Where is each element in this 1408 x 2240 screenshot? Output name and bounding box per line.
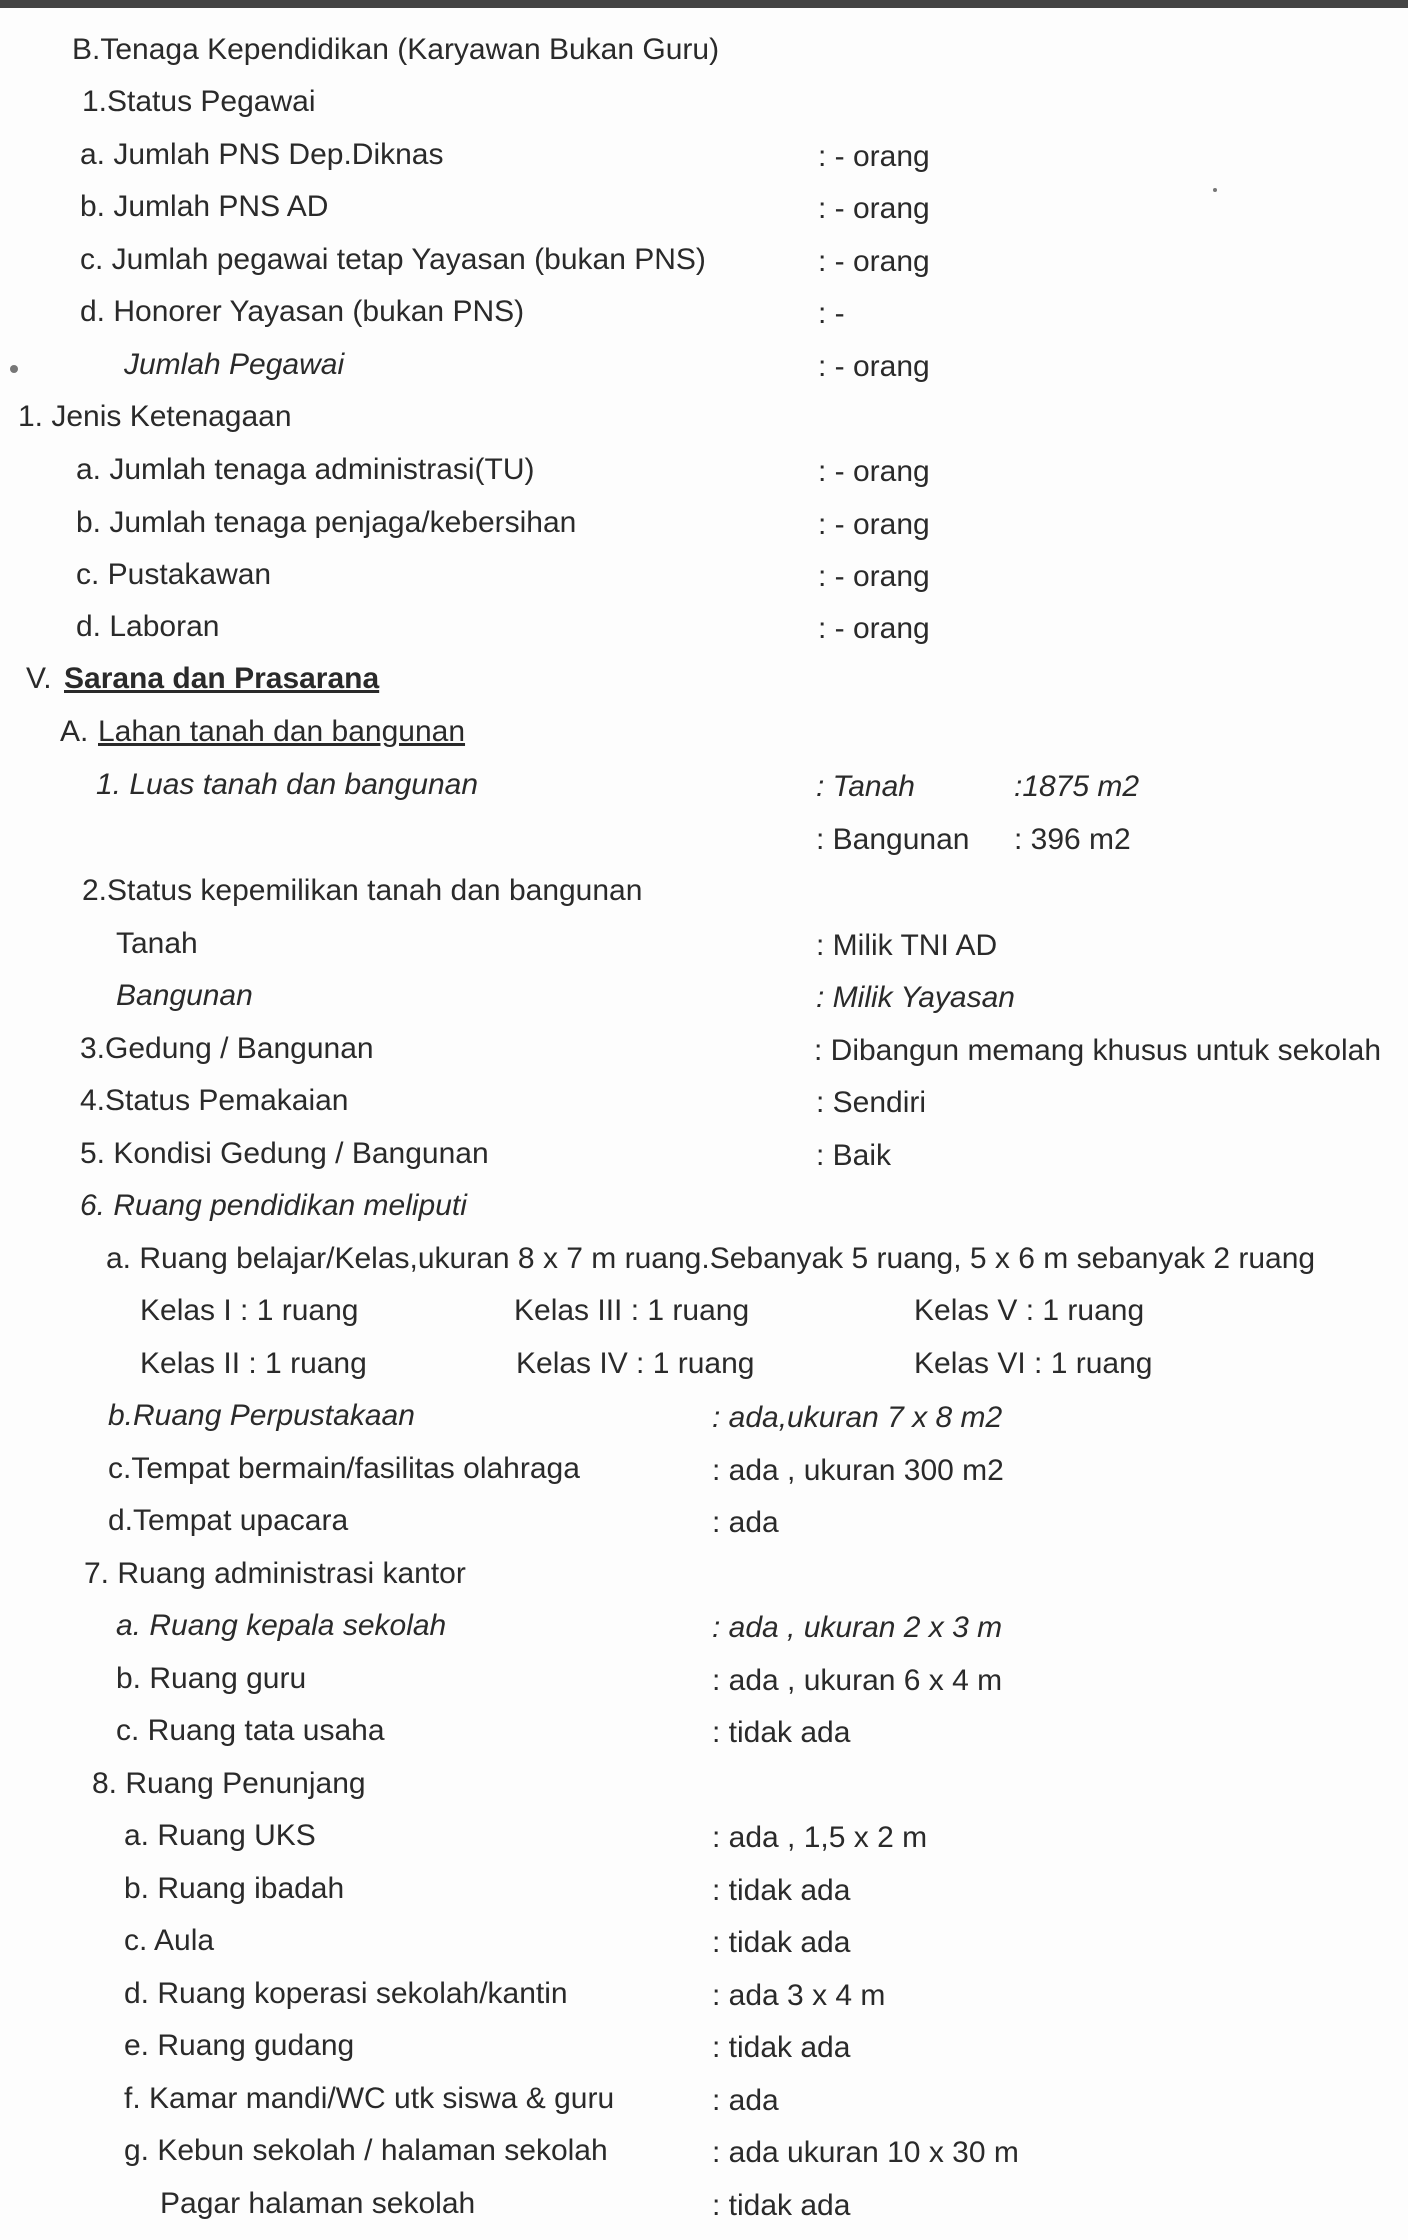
status-row-value: : - orang [818, 245, 930, 278]
penunjang-row-value: : tidak ada [712, 1874, 851, 1907]
kepemilikan-row-label: Tanah [116, 927, 198, 960]
kelas-item: Kelas I : 1 ruang [140, 1294, 359, 1327]
gedung-label: 3.Gedung / Bangunan [80, 1032, 374, 1065]
status-row-label: d. Honorer Yayasan (bukan PNS) [80, 295, 525, 328]
status-row-label: a. Jumlah PNS Dep.Diknas [80, 138, 444, 171]
section-b-title: B.Tenaga Kependidikan (Karyawan Bukan Guru) [72, 33, 720, 66]
administrasi-row-label: b. Ruang guru [116, 1662, 307, 1695]
kelas-line: a. Ruang belajar/Kelas,ukuran 8 x 7 m ruang.Sebanyak 5 ruang, 5 x 6 m sebanyak 2 ruang [106, 1242, 1316, 1275]
status-row-value: : - [818, 297, 845, 330]
penunjang-row-value: : tidak ada [712, 1926, 851, 1959]
pendidikan-row-value: : ada [712, 1506, 779, 1539]
pemakaian-value: : Sendiri [816, 1086, 927, 1119]
bangunan-value: : 396 m2 [1014, 823, 1131, 856]
bangunan-label: : Bangunan [816, 823, 970, 856]
ketenagaan-row-label: c. Pustakawan [76, 558, 272, 591]
subsection-a-title: Lahan tanah dan bangunan [98, 715, 466, 748]
kepemilikan-row-value: : Milik TNI AD [816, 929, 998, 962]
pendidikan-row-label: c.Tempat bermain/fasilitas olahraga [108, 1452, 580, 1485]
kepemilikan-row-label: Bangunan [116, 979, 253, 1012]
kelas-item: Kelas III : 1 ruang [514, 1294, 750, 1327]
section-v-number: V. [26, 662, 52, 695]
ketenagaan-row-value: : - orang [818, 612, 930, 645]
kepemilikan-row-value: : Milik Yayasan [816, 981, 1015, 1014]
jumlah-pegawai-value: : - orang [818, 350, 930, 383]
penunjang-row-label: a. Ruang UKS [124, 1819, 316, 1852]
pemakaian-label: 4.Status Pemakaian [80, 1084, 349, 1117]
status-pegawai-heading: 1.Status Pegawai [82, 85, 316, 118]
penunjang-row-label: c. Aula [124, 1924, 215, 1957]
pendidikan-row-value: : ada , ukuran 300 m2 [712, 1454, 1004, 1487]
status-row-label: c. Jumlah pegawai tetap Yayasan (bukan PNS) [80, 243, 706, 276]
pendidikan-row-label: d.Tempat upacara [108, 1504, 349, 1537]
scan-top-border [0, 0, 1408, 8]
pendidikan-row-value: : ada,ukuran 7 x 8 m2 [712, 1401, 1003, 1434]
penunjang-row-label: g. Kebun sekolah / halaman sekolah [124, 2134, 608, 2167]
kelas-item: Kelas V : 1 ruang [914, 1294, 1145, 1327]
penunjang-row-value: : ada , 1,5 x 2 m [712, 1821, 928, 1854]
kelas-item: Kelas VI : 1 ruang [914, 1347, 1153, 1380]
penunjang-row-label: e. Ruang gudang [124, 2029, 355, 2062]
status-kepemilikan-heading: 2.Status kepemilikan tanah dan bangunan [82, 874, 643, 907]
ruang-administrasi-heading: 7. Ruang administrasi kantor [84, 1557, 466, 1590]
kondisi-label: 5. Kondisi Gedung / Bangunan [80, 1137, 489, 1170]
penunjang-row-value: : ada [712, 2084, 779, 2117]
ketenagaan-row-value: : - orang [818, 560, 930, 593]
penunjang-row-label: f. Kamar mandi/WC utk siswa & guru [124, 2082, 615, 2115]
jenis-ketenagaan-heading: 1. Jenis Ketenagaan [18, 400, 292, 433]
kelas-item: Kelas II : 1 ruang [140, 1347, 367, 1380]
ruang-pendidikan-heading: 6. Ruang pendidikan meliputi [80, 1189, 467, 1222]
gedung-value: : Dibangun memang khusus untuk sekolah [814, 1034, 1382, 1067]
penunjang-row-value: : ada ukuran 10 x 30 m [712, 2136, 1019, 2169]
jumlah-pegawai-label: Jumlah Pegawai [124, 348, 345, 381]
administrasi-row-value: : ada , ukuran 6 x 4 m [712, 1664, 1003, 1697]
penunjang-row-label: Pagar halaman sekolah [160, 2187, 476, 2220]
ketenagaan-row-label: d. Laboran [76, 610, 220, 643]
penunjang-row-value: : tidak ada [712, 2031, 851, 2064]
scan-speck [10, 365, 18, 373]
status-row-value: : - orang [818, 140, 930, 173]
ruang-penunjang-heading: 8. Ruang Penunjang [92, 1767, 366, 1800]
penunjang-row-label: b. Ruang ibadah [124, 1872, 345, 1905]
ketenagaan-row-label: a. Jumlah tenaga administrasi(TU) [76, 453, 535, 486]
administrasi-row-label: a. Ruang kepala sekolah [116, 1609, 447, 1642]
tanah-label: : Tanah [816, 770, 915, 803]
ketenagaan-row-value: : - orang [818, 508, 930, 541]
ketenagaan-row-value: : - orang [818, 455, 930, 488]
tanah-value: :1875 m2 [1014, 770, 1140, 803]
ketenagaan-row-label: b. Jumlah tenaga penjaga/kebersihan [76, 506, 577, 539]
kondisi-value: : Baik [816, 1139, 892, 1172]
luas-label: 1. Luas tanah dan bangunan [96, 768, 479, 801]
status-row-label: b. Jumlah PNS AD [80, 190, 329, 223]
penunjang-row-value: : tidak ada [712, 2189, 851, 2222]
administrasi-row-value: : ada , ukuran 2 x 3 m [712, 1611, 1003, 1644]
kelas-item: Kelas IV : 1 ruang [516, 1347, 755, 1380]
administrasi-row-label: c. Ruang tata usaha [116, 1714, 385, 1747]
section-v-title: Sarana dan Prasarana [64, 662, 380, 695]
pendidikan-row-label: b.Ruang Perpustakaan [108, 1399, 415, 1432]
administrasi-row-value: : tidak ada [712, 1716, 851, 1749]
penunjang-row-value: : ada 3 x 4 m [712, 1979, 886, 2012]
scan-speck [1213, 188, 1217, 192]
status-row-value: : - orang [818, 192, 930, 225]
subsection-a-prefix: A. [60, 715, 89, 748]
penunjang-row-label: d. Ruang koperasi sekolah/kantin [124, 1977, 568, 2010]
